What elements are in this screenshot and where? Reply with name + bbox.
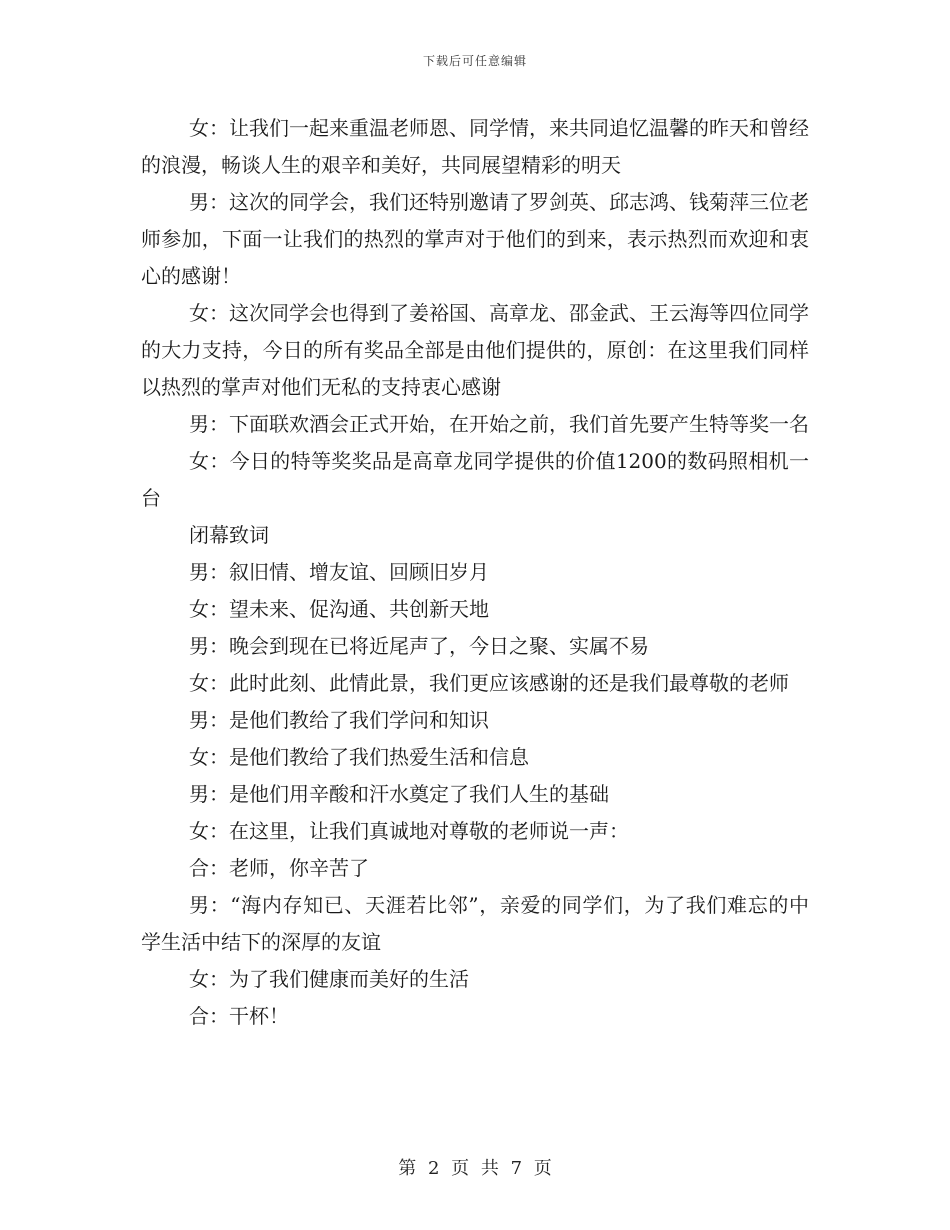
paragraph: 男：晚会到现在已将近尾声了，今日之聚、实属不易 [189, 634, 649, 658]
paragraph: 女：是他们教给了我们热爱生活和信息 [189, 745, 529, 769]
section-heading: 闭幕致词 [189, 523, 269, 547]
paragraph: 女：在这里，让我们真诚地对尊敬的老师说一声： [189, 819, 629, 843]
document-body [141, 110, 809, 1035]
paragraph: 男：这次的同学会，我们还特别邀请了罗剑英、邱志鸿、钱菊萍三位老师参加，下面一让我们的热烈的掌声对于他们的到来，表示热烈而欢迎和衷心的感谢！ [141, 190, 809, 288]
paragraph: 男：是他们用辛酸和汗水奠定了我们人生的基础 [189, 782, 609, 806]
paragraph: 男：叙旧情、增友谊、回顾旧岁月 [189, 560, 489, 584]
paragraph: 女：望未来、促沟通、共创新天地 [189, 597, 489, 621]
paragraph: 男：是他们教给了我们学问和知识 [189, 708, 489, 732]
paragraph: 男：“海内存知已、天涯若比邻”，亲爱的同学们，为了我们难忘的中学生活中结下的深厚的友谊 [141, 893, 809, 954]
paragraph: 女：此时此刻、此情此景，我们更应该感谢的还是我们最尊敬的老师 [189, 671, 789, 695]
page-header: 下载后可任意编辑 [422, 54, 527, 68]
paragraph: 女：让我们一起来重温老师恩、同学情，来共同追忆温馨的昨天和曾经的浪漫，畅谈人生的艰辛和美好，共同展望精彩的明天 [141, 116, 809, 177]
paragraph: 合：干杯！ [189, 1004, 289, 1028]
page-number: 第 2 页 共 7 页 [398, 1158, 552, 1179]
paragraph: 男：下面联欢酒会正式开始，在开始之前，我们首先要产生特等奖一名 [189, 412, 809, 436]
paragraph: 女：今日的特等奖奖品是高章龙同学提供的价值1200的数码照相机一台 [141, 449, 809, 510]
paragraph: 合：老师，你辛苦了 [189, 856, 369, 880]
paragraph: 女：这次同学会也得到了姜裕国、高章龙、邵金武、王云海等四位同学的大力支持，今日的所有奖品全部是由他们提供的，原创：在这里我们同样以热烈的掌声对他们无私的支持衷心感谢 [141, 301, 809, 399]
paragraph: 女：为了我们健康而美好的生活 [189, 967, 469, 991]
